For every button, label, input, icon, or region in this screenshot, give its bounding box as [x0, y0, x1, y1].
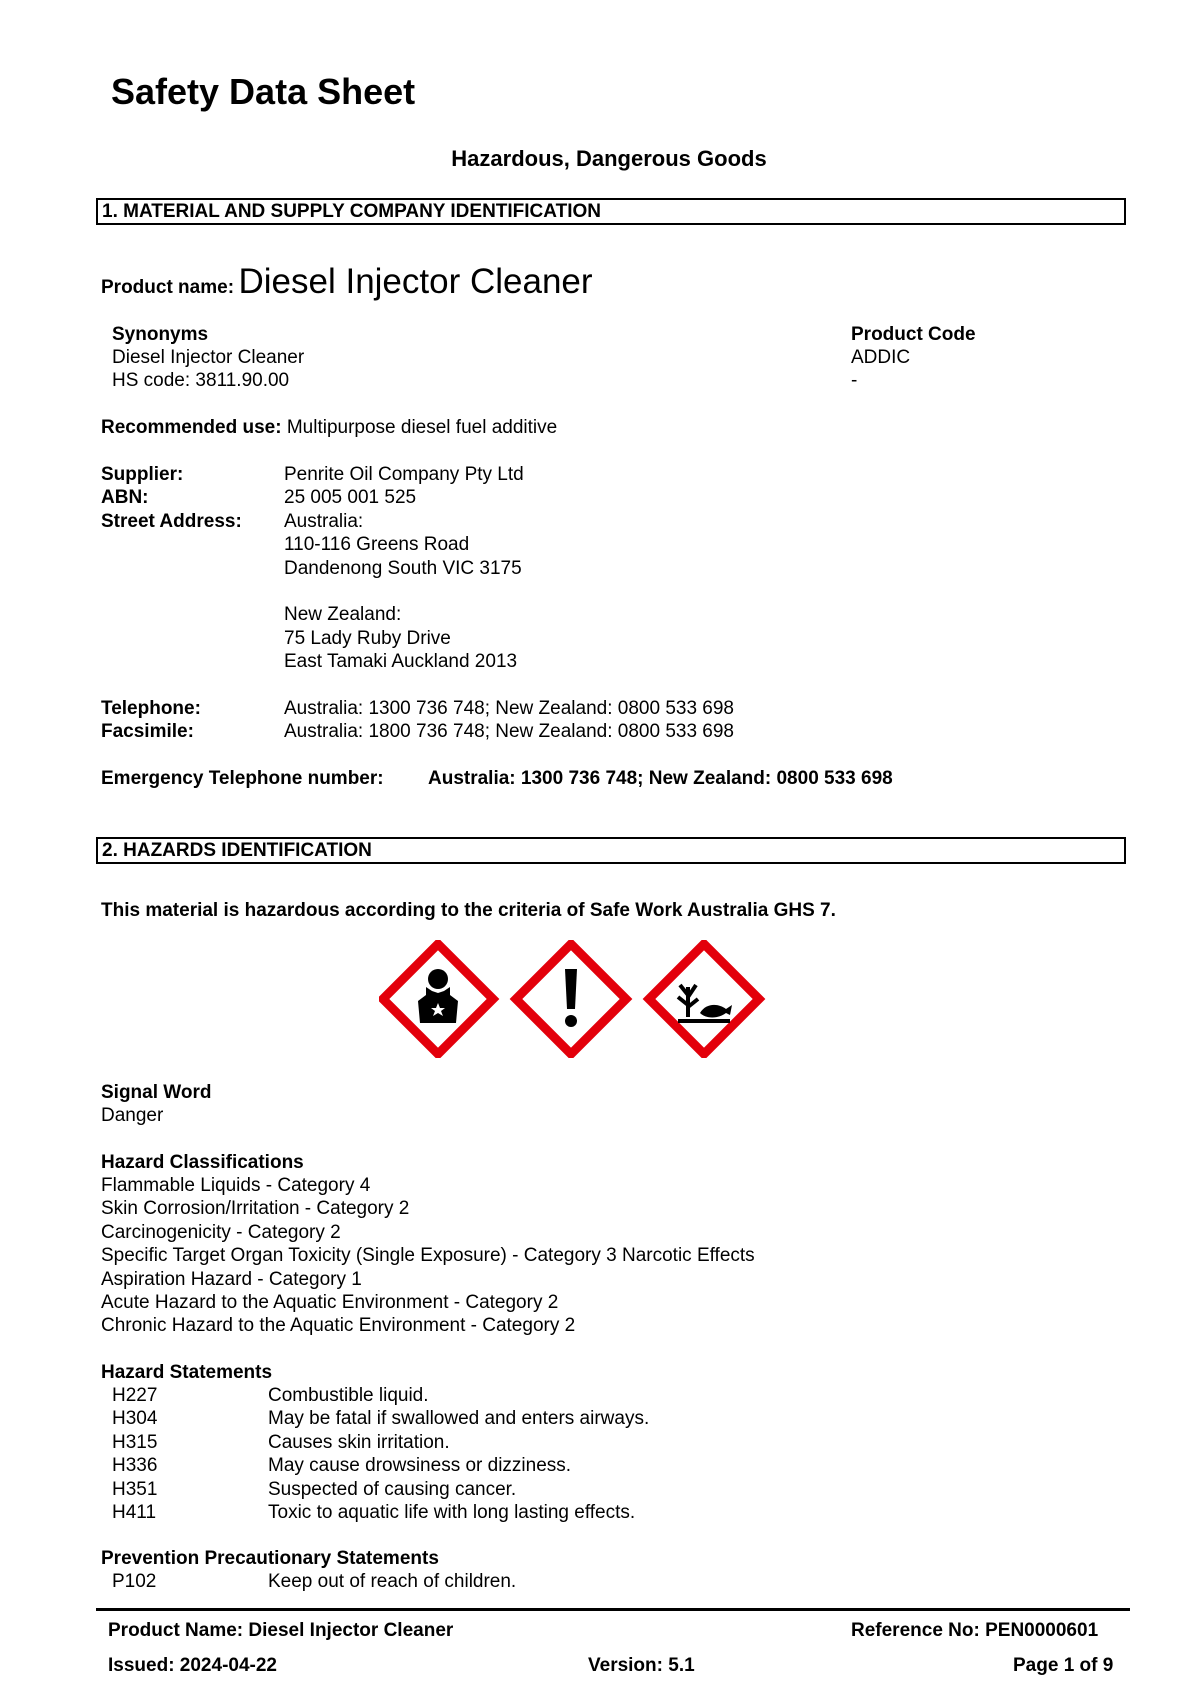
abn-value: 25 005 001 525 — [284, 487, 417, 509]
contact-values — [284, 697, 734, 744]
section-1-heading: 1. MATERIAL AND SUPPLY COMPANY IDENTIFICATION — [102, 201, 601, 222]
hazard-statement-code: H351 — [112, 1478, 158, 1500]
ghs-pictograms — [379, 940, 769, 1058]
abn-label: ABN: — [101, 487, 149, 509]
product-code-list — [851, 346, 910, 393]
address-line: Dandenong South VIC 3175 — [284, 557, 522, 579]
hazard-statement-code: H411 — [112, 1501, 157, 1523]
synonym-item: HS code: 3811.90.00 — [112, 370, 290, 392]
product-name-value: Diesel Injector Cleaner — [238, 262, 593, 301]
footer-reference: Reference No: PEN0000601 — [851, 1620, 1099, 1641]
prevention-statements-label: Prevention Precautionary Statements — [101, 1548, 439, 1569]
hazard-statement-text: Combustible liquid. — [268, 1385, 429, 1406]
section-2-heading: 2. HAZARDS IDENTIFICATION — [102, 840, 372, 861]
hazard-statement-text: Toxic to aquatic life with long lasting effects. — [268, 1501, 636, 1523]
hazard-statements-list — [101, 1384, 801, 1524]
hazard-statement-text: Suspected of causing cancer. — [268, 1478, 517, 1500]
hazard-classifications-label: Hazard Classifications — [101, 1152, 304, 1173]
telephone-value: Australia: 1300 736 748; New Zealand: 0800 533 698 — [284, 698, 734, 719]
product-name-line — [101, 262, 593, 302]
product-code-item: - — [851, 370, 858, 392]
prevention-statements-list — [101, 1570, 801, 1593]
footer-version: Version: 5.1 — [588, 1655, 695, 1676]
product-code-item: ADDIC — [851, 347, 911, 368]
address-line: Australia: — [284, 510, 364, 532]
hazard-classification-item: Aspiration Hazard - Category 1 — [101, 1268, 362, 1290]
hazard-statement-text: Causes skin irritation. — [268, 1431, 450, 1453]
hazard-classification-item: Specific Target Organ Toxicity (Single Exposure) - Category 3 Narcotic Effects — [101, 1245, 755, 1267]
address-line: 75 Lady Ruby Drive — [284, 627, 451, 649]
hazard-statement-row — [101, 1407, 801, 1430]
health-hazard-icon — [383, 944, 493, 1054]
synonym-item: Diesel Injector Cleaner — [112, 347, 305, 368]
supplier-label: Supplier: — [101, 464, 184, 485]
product-name-label: Product name: — [101, 277, 235, 298]
hazard-statement-row — [101, 1431, 801, 1454]
hazard-classification-item: Acute Hazard to the Aquatic Environment - Category 2 — [101, 1291, 559, 1313]
signal-word-label: Signal Word — [101, 1082, 212, 1103]
supplier-values — [284, 463, 524, 674]
supplier-value: Penrite Oil Company Pty Ltd — [284, 464, 524, 485]
recommended-use-label: Recommended use: — [101, 417, 282, 438]
document-title: Safety Data Sheet — [111, 71, 416, 112]
hazard-classification-item: Skin Corrosion/Irritation - Category 2 — [101, 1198, 410, 1220]
hazard-classification-item: Carcinogenicity - Category 2 — [101, 1221, 341, 1243]
hazard-classification-item: Chronic Hazard to the Aquatic Environment - Category 2 — [101, 1315, 576, 1337]
recommended-use-line — [101, 416, 557, 439]
hazard-statement-row — [101, 1454, 801, 1477]
address-line: East Tamaki Auckland 2013 — [284, 651, 518, 673]
hazard-statement-code: H227 — [112, 1385, 158, 1406]
ghs-pictograms-svg — [379, 940, 769, 1058]
facsimile-label: Facsimile: — [101, 721, 194, 743]
supplier-labels — [101, 463, 242, 533]
hazard-classification-item: Flammable Liquids - Category 4 — [101, 1175, 371, 1196]
hazard-statement-code: H304 — [112, 1408, 158, 1430]
exclamation-mark-icon — [516, 944, 626, 1054]
facsimile-value: Australia: 1800 736 748; New Zealand: 0800 533 698 — [284, 721, 734, 743]
signal-word-value: Danger — [101, 1105, 164, 1126]
telephone-label: Telephone: — [101, 698, 201, 719]
address-line — [284, 580, 524, 603]
hazard-statement-row — [101, 1478, 801, 1501]
hazard-classifications-list — [101, 1174, 755, 1338]
prevention-statement-code: P102 — [112, 1571, 157, 1592]
address-line: 110-116 Greens Road — [284, 534, 470, 556]
emergency-label: Emergency Telephone number: — [101, 768, 384, 789]
prevention-statement-text: Keep out of reach of children. — [268, 1571, 517, 1592]
section-2-header — [96, 837, 1126, 864]
hazard-statements-label: Hazard Statements — [101, 1362, 273, 1383]
footer-issued: Issued: 2024-04-22 — [108, 1655, 277, 1676]
product-code-label: Product Code — [851, 324, 976, 345]
hazard-statement-code: H336 — [112, 1455, 158, 1477]
hazard-statement-code: H315 — [112, 1431, 158, 1453]
footer-divider — [96, 1608, 1130, 1611]
hazard-statement-row — [101, 1384, 801, 1407]
synonyms-list — [112, 346, 304, 393]
hazard-statement-text: May be fatal if swallowed and enters airways. — [268, 1408, 650, 1430]
footer-product-name: Product Name: Diesel Injector Cleaner — [108, 1620, 454, 1641]
prevention-statement-row — [101, 1570, 801, 1593]
document-classification: Hazardous, Dangerous Goods — [451, 146, 767, 171]
hazard-criteria-statement: This material is hazardous according to the criteria of Safe Work Australia GHS 7. — [101, 900, 836, 921]
hazard-statement-row — [101, 1501, 801, 1524]
synonyms-label: Synonyms — [112, 324, 209, 345]
footer-page: Page 1 of 9 — [1013, 1655, 1114, 1676]
street-address-label: Street Address: — [101, 510, 242, 532]
address-line: New Zealand: — [284, 604, 402, 626]
contact-labels — [101, 697, 201, 744]
emergency-value: Australia: 1300 736 748; New Zealand: 0800 533 698 — [428, 768, 893, 789]
environment-icon — [649, 944, 759, 1054]
recommended-use-value: Multipurpose diesel fuel additive — [286, 417, 558, 438]
hazard-statement-text: May cause drowsiness or dizziness. — [268, 1455, 572, 1477]
section-1-header — [96, 198, 1126, 225]
